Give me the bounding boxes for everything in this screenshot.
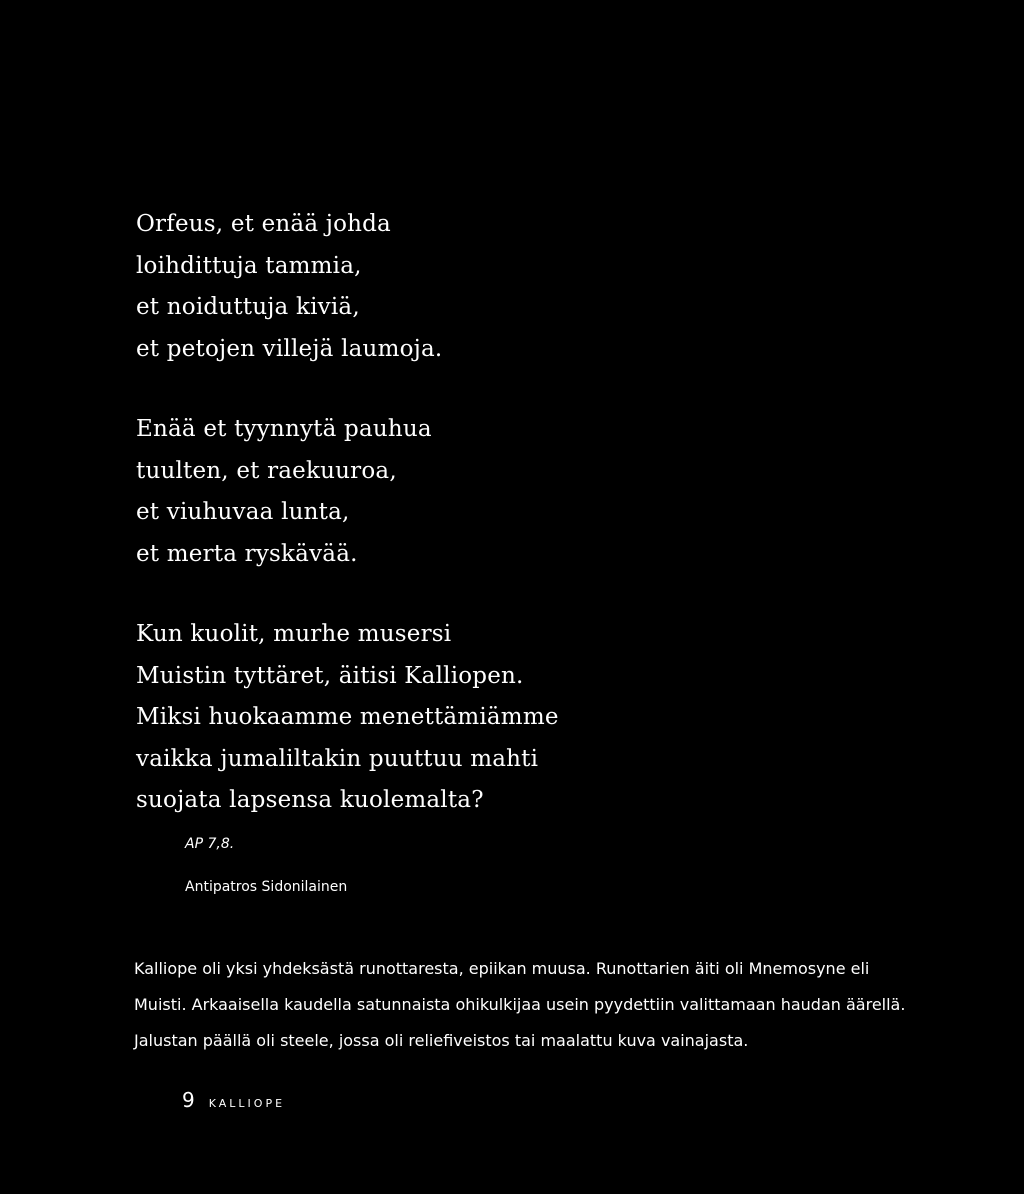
poem-line: Orfeus, et enää johda [136, 211, 391, 237]
poem-line: tuulten, et raekuuroa, [136, 457, 397, 484]
poem-line: Kun kuolit, murhe musersi [136, 621, 452, 647]
source-reference: AP 7,8. [185, 836, 235, 852]
page-number: 9 [182, 1088, 195, 1112]
poem-line: et viuhuvaa lunta, [136, 499, 350, 525]
page-footer [182, 1088, 285, 1112]
note-line: Jalustan päällä oli steele, jossa oli reliefiveistos tai maalattu kuva vainajasta. [134, 1031, 749, 1050]
note-line: Muisti. Arkaaisella kaudella satunnaista ohikulkijaa usein pyydettiin valittamaan haudan äärellä. [134, 995, 906, 1014]
note-line: Kalliope oli yksi yhdeksästä runottaresta, epiikan muusa. Runottarien äiti oli Mnemosyne eli [134, 959, 870, 978]
explanatory-note [134, 951, 944, 1059]
poem-line: et noiduttuja kiviä, [136, 294, 360, 320]
poem [136, 204, 559, 861]
poem-line: et petojen villejä laumoja. [136, 335, 443, 362]
author-name: Antipatros Sidonilainen [185, 879, 348, 895]
poem-stanza-3 [136, 614, 559, 822]
poem-line: loihdittuja tammia, [136, 252, 362, 279]
poem-stanza-2 [136, 409, 559, 575]
poem-line: Muistin tyttäret, äitisi Kalliopen. [136, 662, 524, 689]
running-head: KALLIOPE [208, 1097, 286, 1110]
poem-line: et merta ryskävää. [136, 540, 358, 567]
poem-line: vaikka jumaliltakin puuttuu mahti [136, 745, 539, 772]
poem-line: Miksi huokaamme menettämiämme [136, 704, 559, 730]
poem-line: Enää et tyynnytä pauhua [136, 416, 432, 442]
poem-stanza-1 [136, 204, 559, 370]
poem-line: suojata lapsensa kuolemalta? [136, 787, 484, 813]
